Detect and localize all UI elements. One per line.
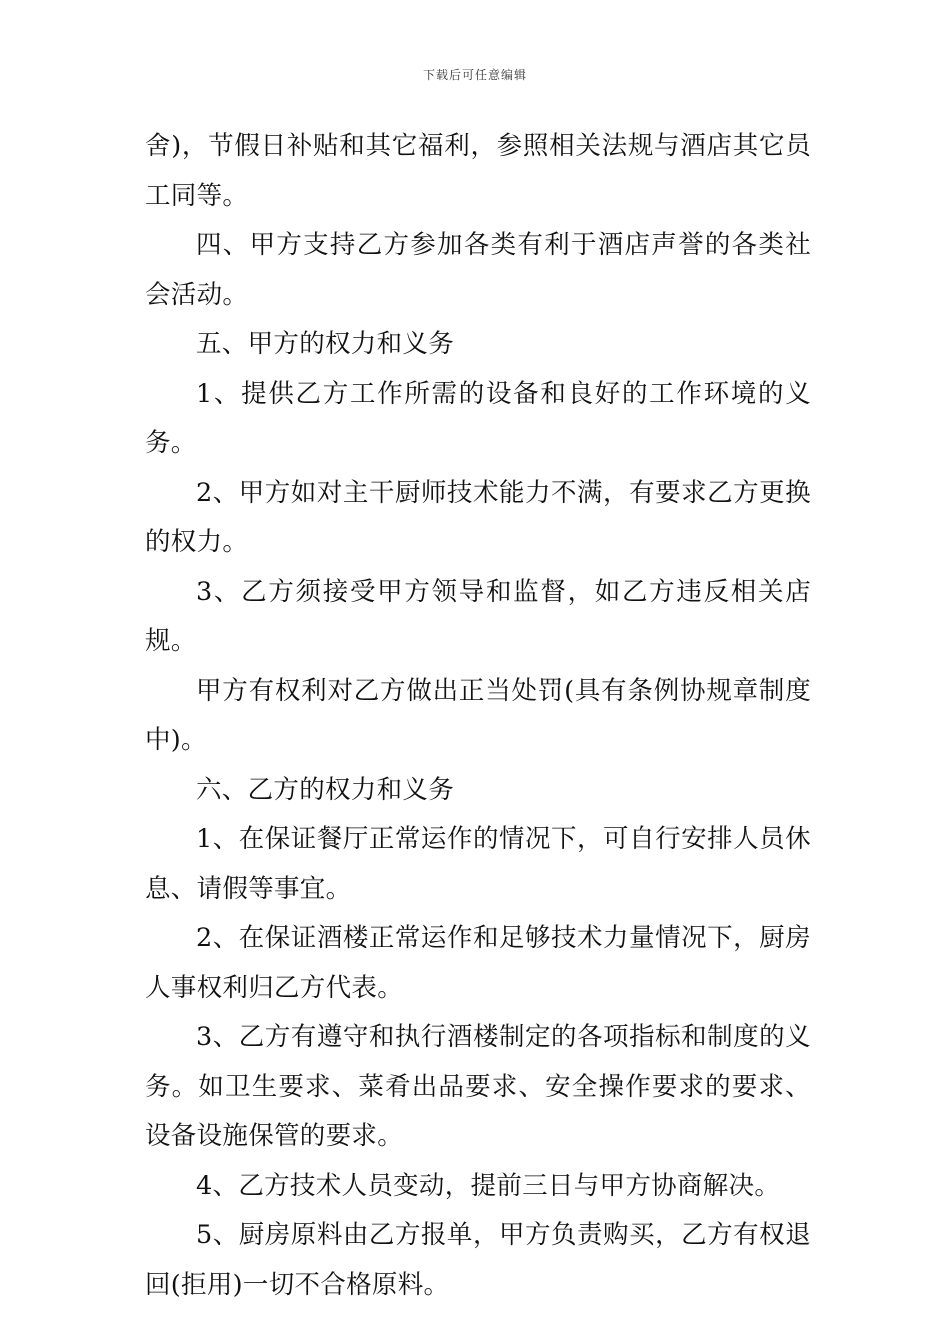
paragraph-party-b-item-2: 2、在保证酒楼正常运作和足够技术力量情况下，厨房人事权利归乙方代表。 bbox=[145, 923, 811, 1003]
document-body bbox=[145, 122, 811, 1310]
section-heading-party-a: 五、甲方的权力和义务 bbox=[196, 329, 455, 359]
paragraph-party-a-item-2: 2、甲方如对主干厨师技术能力不满，有要求乙方更换的权力。 bbox=[145, 477, 811, 557]
paragraph-clause-4: 四、甲方支持乙方参加各类有利于酒店声誉的各类社会活动。 bbox=[145, 230, 811, 310]
paragraph-party-b-item-1: 1、在保证餐厅正常运作的情况下，可自行安排人员休息、请假等事宜。 bbox=[145, 824, 811, 904]
section-heading-party-b: 六、乙方的权力和义务 bbox=[196, 774, 455, 805]
paragraph-party-b-item-5: 5、厨房原料由乙方报单，甲方负责购买，乙方有权退回(拒用)一切不合格原料。 bbox=[145, 1220, 811, 1300]
paragraph-party-b-item-3: 3、乙方有遵守和执行酒楼制定的各项指标和制度的义务。如卫生要求、菜肴出品要求、安全操作要求的要求、设备设施保管的要求。 bbox=[145, 1022, 811, 1151]
paragraph-benefits: 舍)，节假日补贴和其它福利，参照相关法规与酒店其它员工同等。 bbox=[145, 131, 811, 211]
paragraph-party-a-item-3: 3、乙方须接受甲方领导和监督，如乙方违反相关店规。 bbox=[145, 576, 811, 656]
paragraph-party-a-penalty: 甲方有权利对乙方做出正当处罚(具有条例协规章制度中)。 bbox=[145, 675, 811, 755]
paragraph-party-b-item-4: 4、乙方技术人员变动，提前三日与甲方协商解决。 bbox=[196, 1170, 781, 1201]
page-header: 下载后可任意编辑 bbox=[422, 68, 527, 82]
paragraph-party-a-item-1: 1、提供乙方工作所需的设备和良好的工作环境的义务。 bbox=[145, 378, 811, 458]
